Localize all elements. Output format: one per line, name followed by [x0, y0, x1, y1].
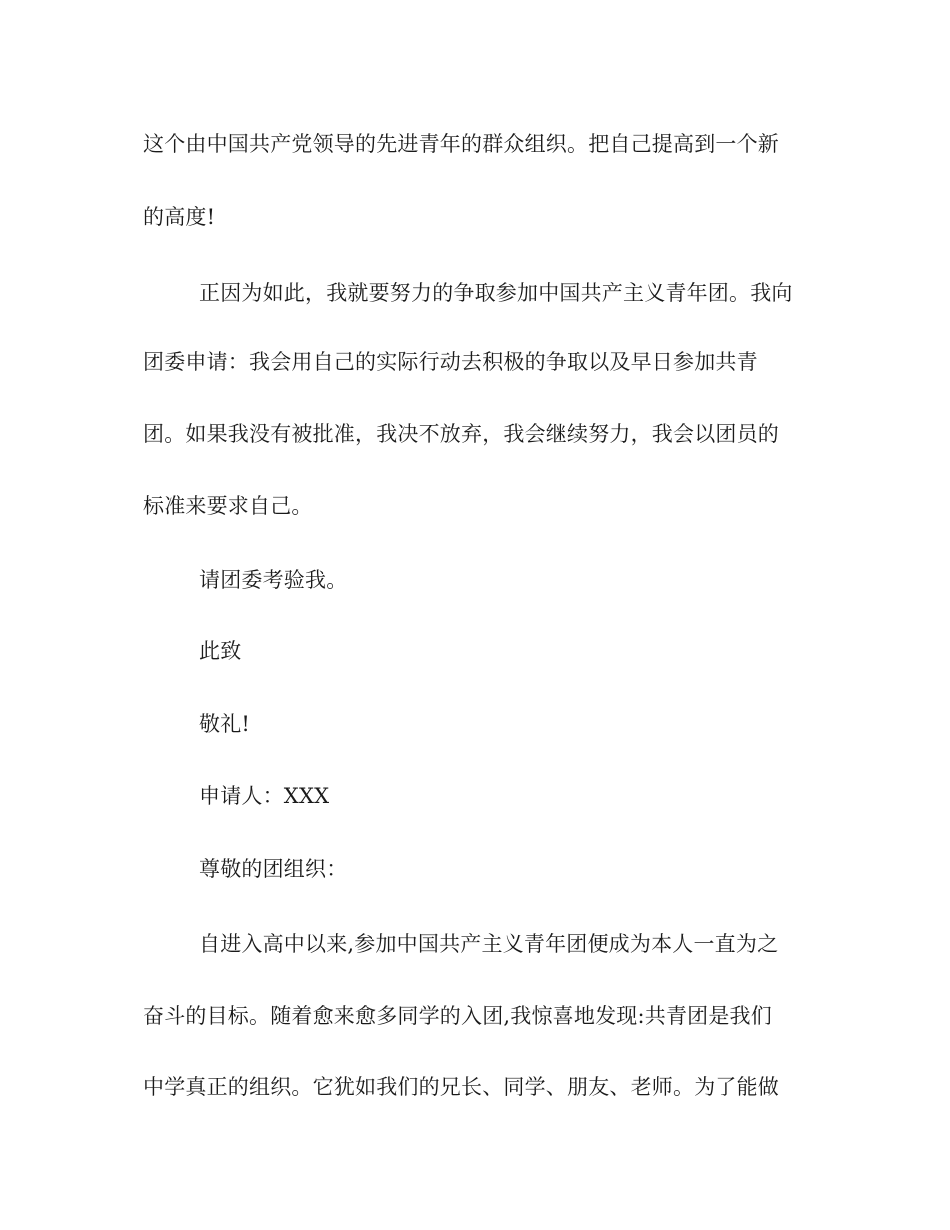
text-line: 团。如果我没有被批准，我决不放弃，我会继续努力，我会以团员的 [143, 422, 779, 446]
paragraph-first-line: 正因为如此，我就要努力的争取参加中国共产主义青年团。我向 [199, 281, 793, 305]
text-line: 团委申请：我会用自己的实际行动去积极的争取以及早日参加共青 [143, 350, 758, 374]
text-line: 奋斗的目标。随着愈来愈多同学的入团,我惊喜地发现:共青团是我们 [143, 1004, 772, 1028]
text-line: 这个由中国共产党领导的先进青年的群众组织。把自己提高到一个新 [143, 132, 779, 156]
text-line: 中学真正的组织。它犹如我们的兄长、同学、朋友、老师。为了能做 [143, 1075, 779, 1099]
applicant-signature: 申请人：XXX [199, 784, 330, 808]
text-line: 标准来要求自己。 [143, 494, 313, 518]
closing-regards: 敬礼! [199, 712, 251, 736]
paragraph-first-line: 自进入高中以来,参加中国共产主义青年团便成为本人一直为之 [199, 932, 779, 956]
closing-salutation: 此致 [199, 639, 242, 663]
letter-greeting: 尊敬的团组织： [199, 857, 348, 881]
closing-request: 请团委考验我。 [199, 568, 348, 592]
text-line: 的高度! [143, 205, 216, 229]
